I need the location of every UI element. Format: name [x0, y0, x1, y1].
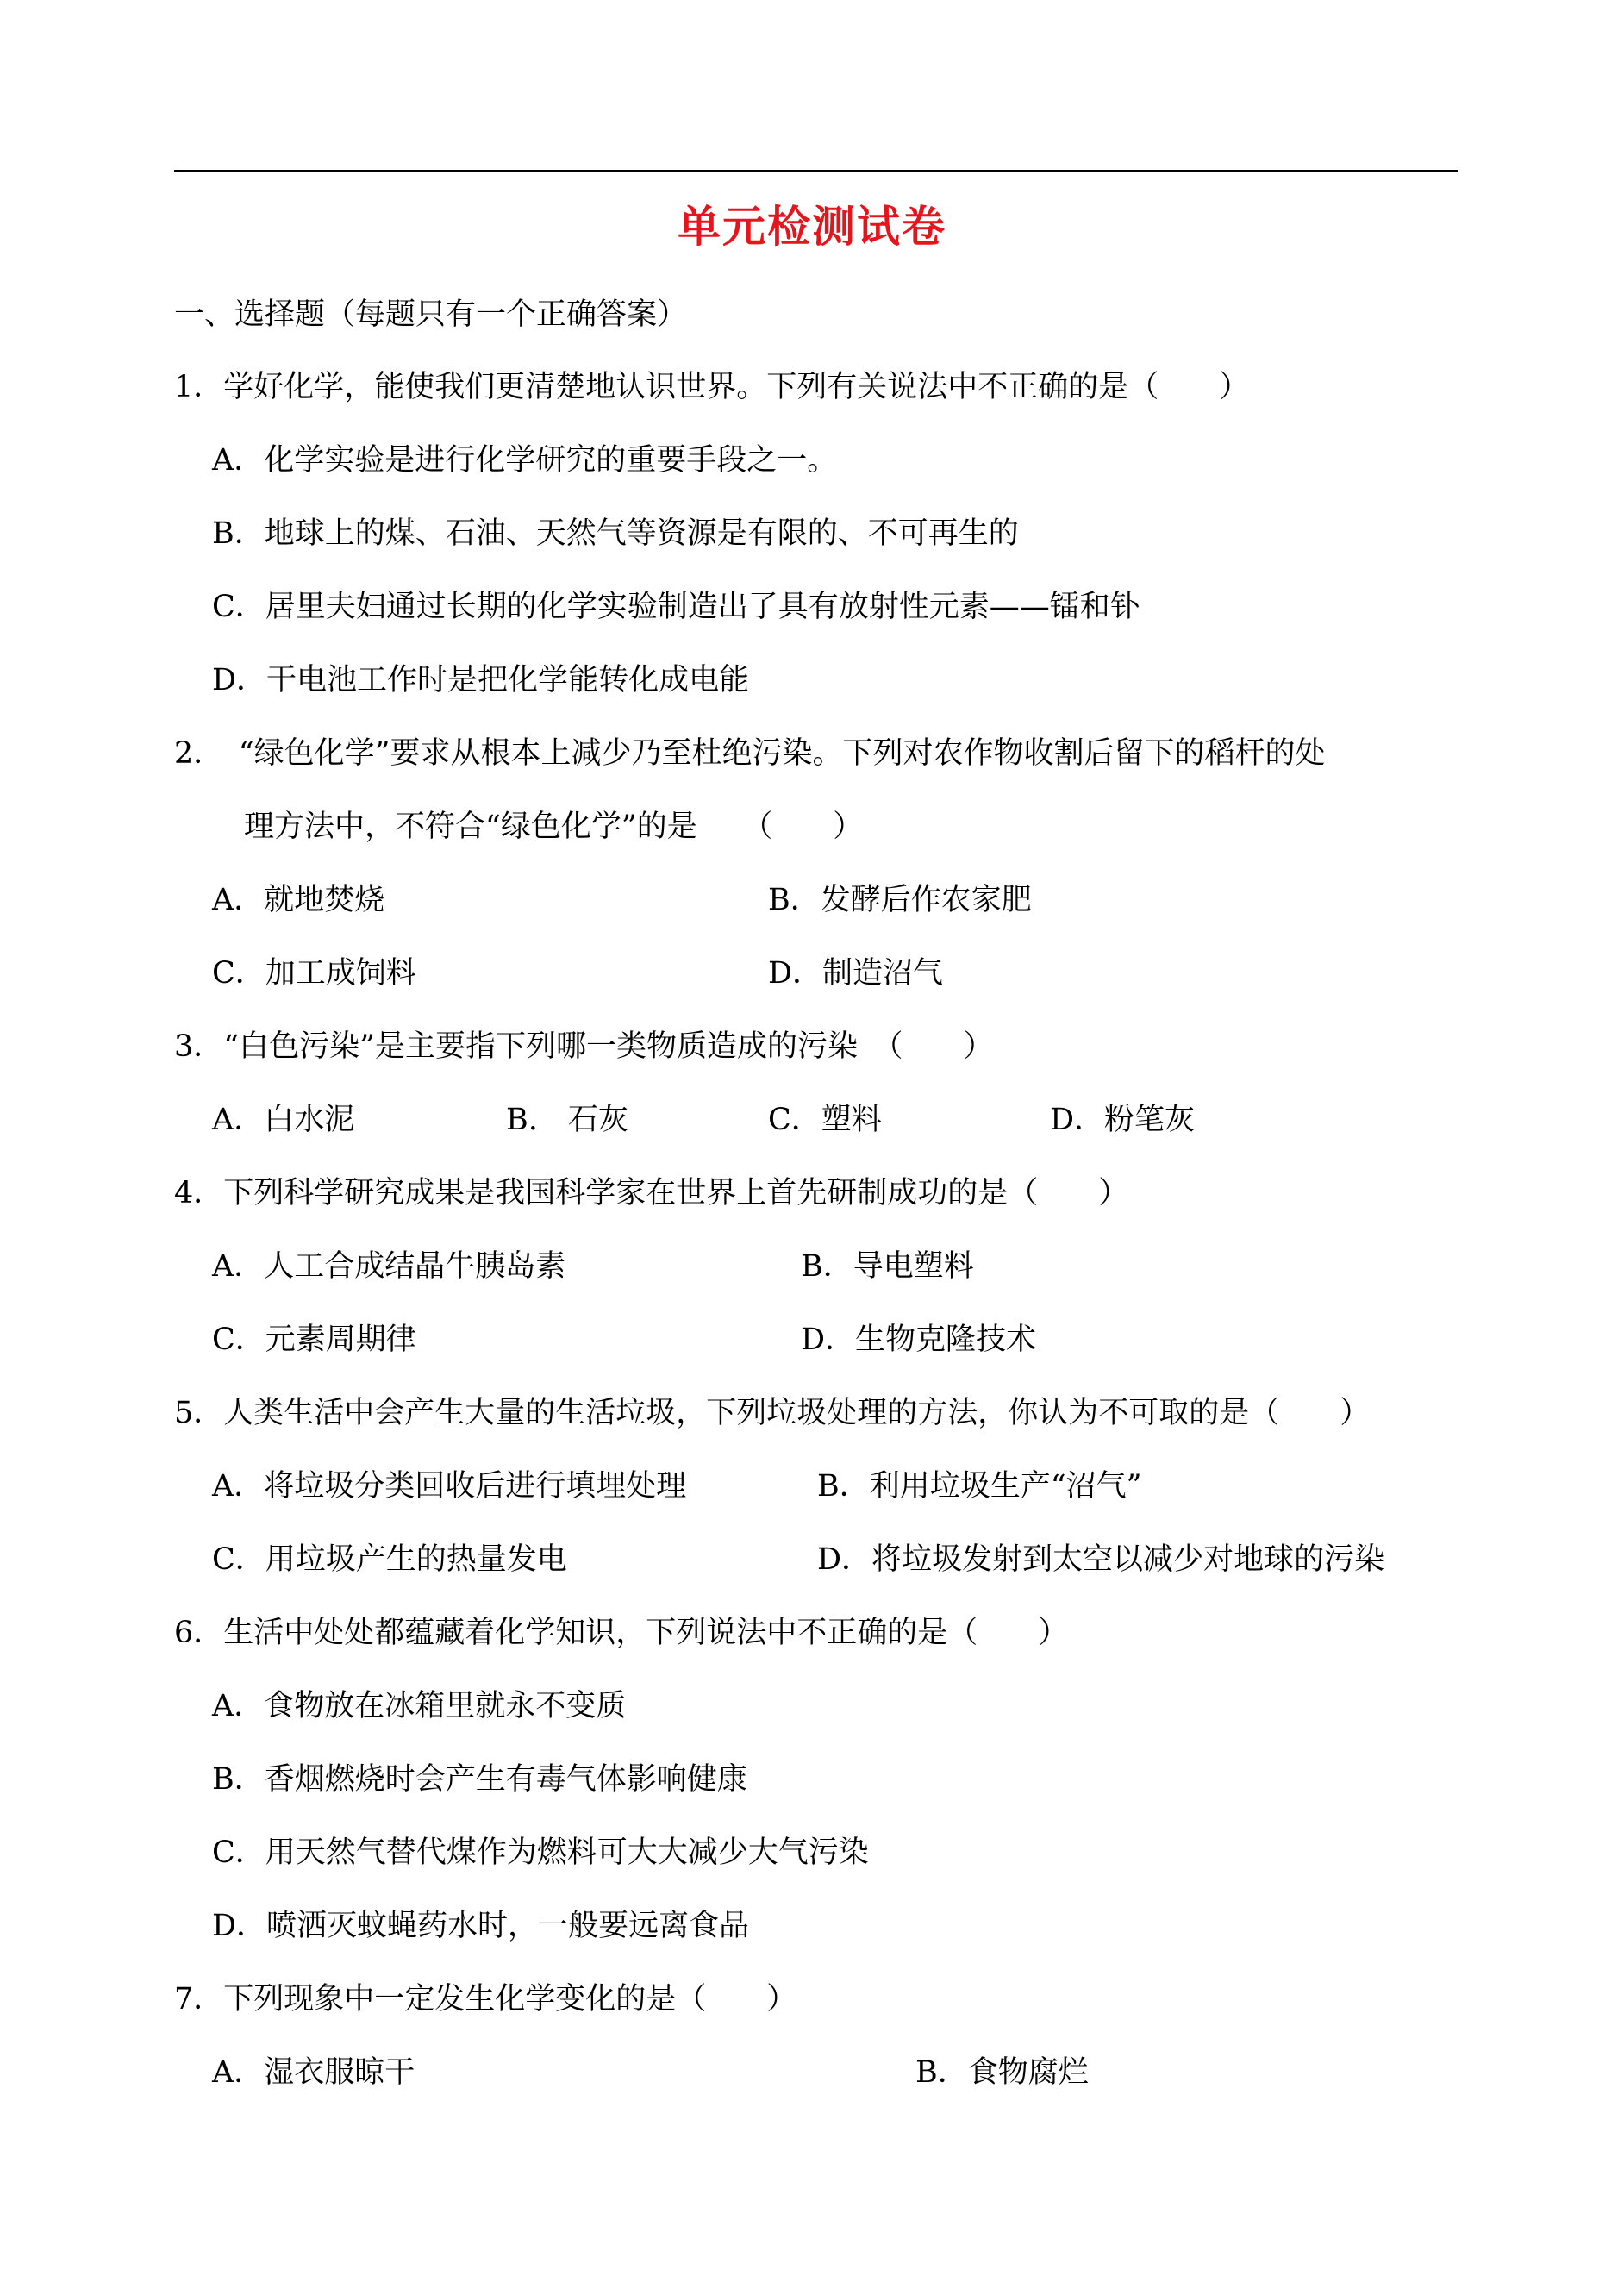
- question-3-option-b: B. 石灰: [506, 1103, 628, 1137]
- question-4-option-a: A．人工合成结晶牛胰岛素: [212, 1249, 566, 1284]
- question-3-stem: 3．“白色污染”是主要指下列哪一类物质造成的污染 （ ）: [174, 1029, 994, 1064]
- question-2-stem-continued: 理方法中，不符合“绿色化学”的是 （ ）: [244, 810, 864, 844]
- question-2-option-b: B．发酵后作农家肥: [768, 883, 1032, 917]
- question-1-option-a: A．化学实验是进行化学研究的重要手段之一。: [212, 443, 838, 478]
- question-1-option-d: D．干电池工作时是把化学能转化成电能: [212, 663, 750, 697]
- question-5-option-b: B．利用垃圾生产“沼气”: [817, 1469, 1142, 1504]
- question-3-option-d: D．粉笔灰: [1050, 1103, 1196, 1137]
- question-4-option-c: C．元素周期律: [212, 1323, 416, 1357]
- question-2-stem: 2． “绿色化学”要求从根本上减少乃至杜绝污染。下列对农作物收割后留下的稻杆的处: [174, 736, 1326, 771]
- question-6-option-c: C．用天然气替代煤作为燃料可大大减少大气污染: [212, 1835, 869, 1870]
- question-3-option-a: A．白水泥: [212, 1103, 355, 1137]
- question-2-option-a: A．就地焚烧: [212, 883, 385, 917]
- question-4-option-d: D．生物克隆技术: [801, 1323, 1037, 1357]
- question-7-option-a: A．湿衣服晾干: [212, 2055, 415, 2090]
- question-6-option-a: A．食物放在冰箱里就永不变质: [212, 1689, 627, 1723]
- question-6-stem: 6．生活中处处都蕴藏着化学知识，下列说法中不正确的是（ ）: [174, 1616, 1069, 1650]
- question-3-option-c: C．塑料: [768, 1103, 882, 1137]
- question-4-stem: 4．下列科学研究成果是我国科学家在世界上首先研制成功的是（ ）: [174, 1176, 1129, 1210]
- question-1-stem: 1．学好化学，能使我们更清楚地认识世界。下列有关说法中不正确的是（ ）: [174, 370, 1250, 404]
- question-7-stem: 7．下列现象中一定发生化学变化的是（ ）: [174, 1982, 797, 2017]
- question-4-option-b: B．导电塑料: [801, 1249, 974, 1284]
- question-5-option-c: C．用垃圾产生的热量发电: [212, 1542, 567, 1577]
- question-1-option-c: C．居里夫妇通过长期的化学实验制造出了具有放射性元素——镭和钋: [212, 590, 1140, 624]
- question-7-option-b: B．食物腐烂: [915, 2055, 1089, 2090]
- question-6-option-d: D．喷洒灭蚊蝇药水时，一般要远离食品: [212, 1909, 750, 1943]
- question-6-option-b: B．香烟燃烧时会产生有毒气体影响健康: [212, 1762, 747, 1797]
- page-title: 单元检测试卷: [678, 202, 946, 252]
- question-2-option-d: D．制造沼气: [768, 956, 944, 991]
- question-5-stem: 5．人类生活中会产生大量的生活垃圾，下列垃圾处理的方法，你认为不可取的是（ ）: [174, 1396, 1371, 1430]
- question-1-option-b: B．地球上的煤、石油、天然气等资源是有限的、不可再生的: [212, 516, 1019, 551]
- header-rule: [174, 170, 1458, 172]
- section-heading: 一、选择题（每题只有一个正确答案）: [174, 297, 688, 332]
- question-2-option-c: C．加工成饲料: [212, 956, 416, 991]
- question-5-option-a: A．将垃圾分类回收后进行填埋处理: [212, 1469, 687, 1504]
- question-5-option-d: D．将垃圾发射到太空以减少对地球的污染: [817, 1542, 1385, 1577]
